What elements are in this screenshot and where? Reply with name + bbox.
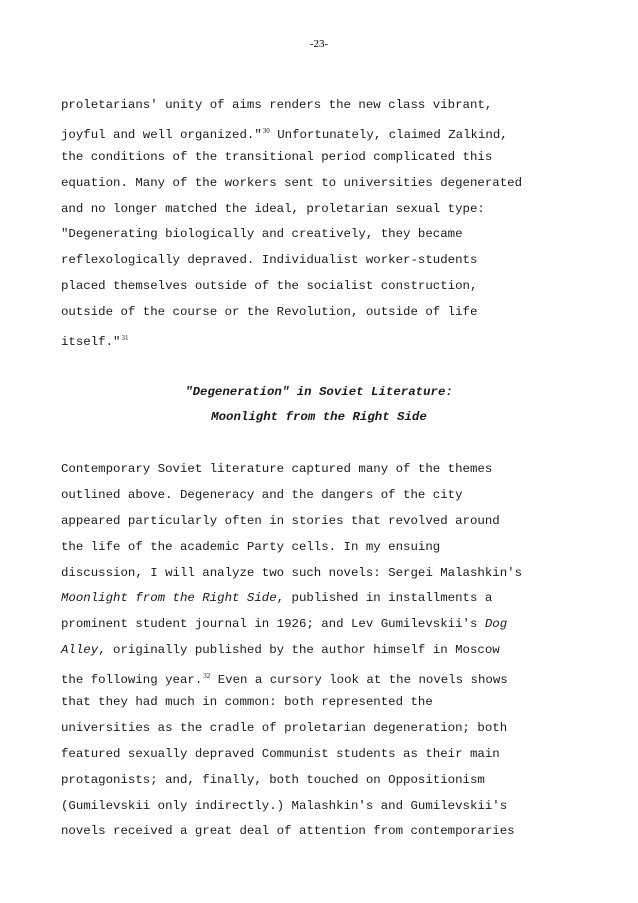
text-run: itself." [61,335,121,350]
text-line: reflexologically depraved. Individualist worker-students [61,253,478,268]
text-line: (Gumilevskii only indirectly.) Malashkin's and Gumilevskii's [61,798,508,813]
text-run: prominent student journal in 1926; and Lev Gumilevskii's [61,617,485,632]
text-line [61,586,621,612]
text-run: Even a cursory look at the novels shows [210,673,508,688]
text-run: joyful and well organized." [61,127,262,142]
text-line: the conditions of the transitional period complicated this [61,149,493,164]
novel-title: Moonlight from the Right Side [61,591,277,606]
text-line [61,119,621,145]
text-line [61,638,621,664]
text-line: protagonists; and, finally, both touched on Oppositionism [61,772,485,787]
novel-title: Dog [484,617,508,632]
text-run: the following year. [61,673,203,688]
text-line: proletarians' unity of aims renders the new class vibrant, [61,98,493,112]
novel-title: Alley [61,643,99,658]
text-line: universities as the cradle of proletarian degeneration; both [61,720,508,735]
section-heading-line-2: Moonlight from the Right Side [211,410,427,424]
text-line: the life of the academic Party cells. In my ensuing [61,539,441,554]
text-line: featured sexually depraved Communist students as their main [61,746,500,761]
text-line [61,612,621,638]
text-run: , originally published by the author himself in Moscow [98,643,500,658]
paragraph-1 [61,93,621,352]
text-line: placed themselves outside of the socialist construction, [61,279,478,294]
section-heading-line-1: "Degeneration" in Soviet Literature: [185,385,453,399]
text-line: equation. Many of the workers sent to universities degenerated [61,175,523,190]
text-run: Unfortunately, claimed Zalkind, [269,127,508,142]
text-line: that they had much in common: both represented the [61,695,433,710]
text-line: outlined above. Degeneracy and the dangers of the city [61,487,463,502]
footnote-marker-32: 32 [203,672,211,681]
text-line [61,326,621,352]
paragraph-2 [61,457,621,845]
text-line: discussion, I will analyze two such novels: Sergei Malashkin's [61,565,523,580]
text-line: Contemporary Soviet literature captured many of the themes [61,462,493,476]
text-line: outside of the course or the Revolution, outside of life [61,305,478,320]
text-line: "Degenerating biologically and creatively, they became [61,227,463,242]
text-line: appeared particularly often in stories that revolved around [61,513,500,528]
page-number: -23- [309,38,329,50]
footnote-marker-31: 31 [121,334,129,343]
text-line [61,664,621,690]
text-line: novels received a great deal of attention from contemporaries [61,824,515,839]
text-line: and no longer matched the ideal, proletarian sexual type: [61,201,485,216]
text-run: , published in installments a [276,591,493,606]
footnote-marker-30: 30 [262,126,270,135]
